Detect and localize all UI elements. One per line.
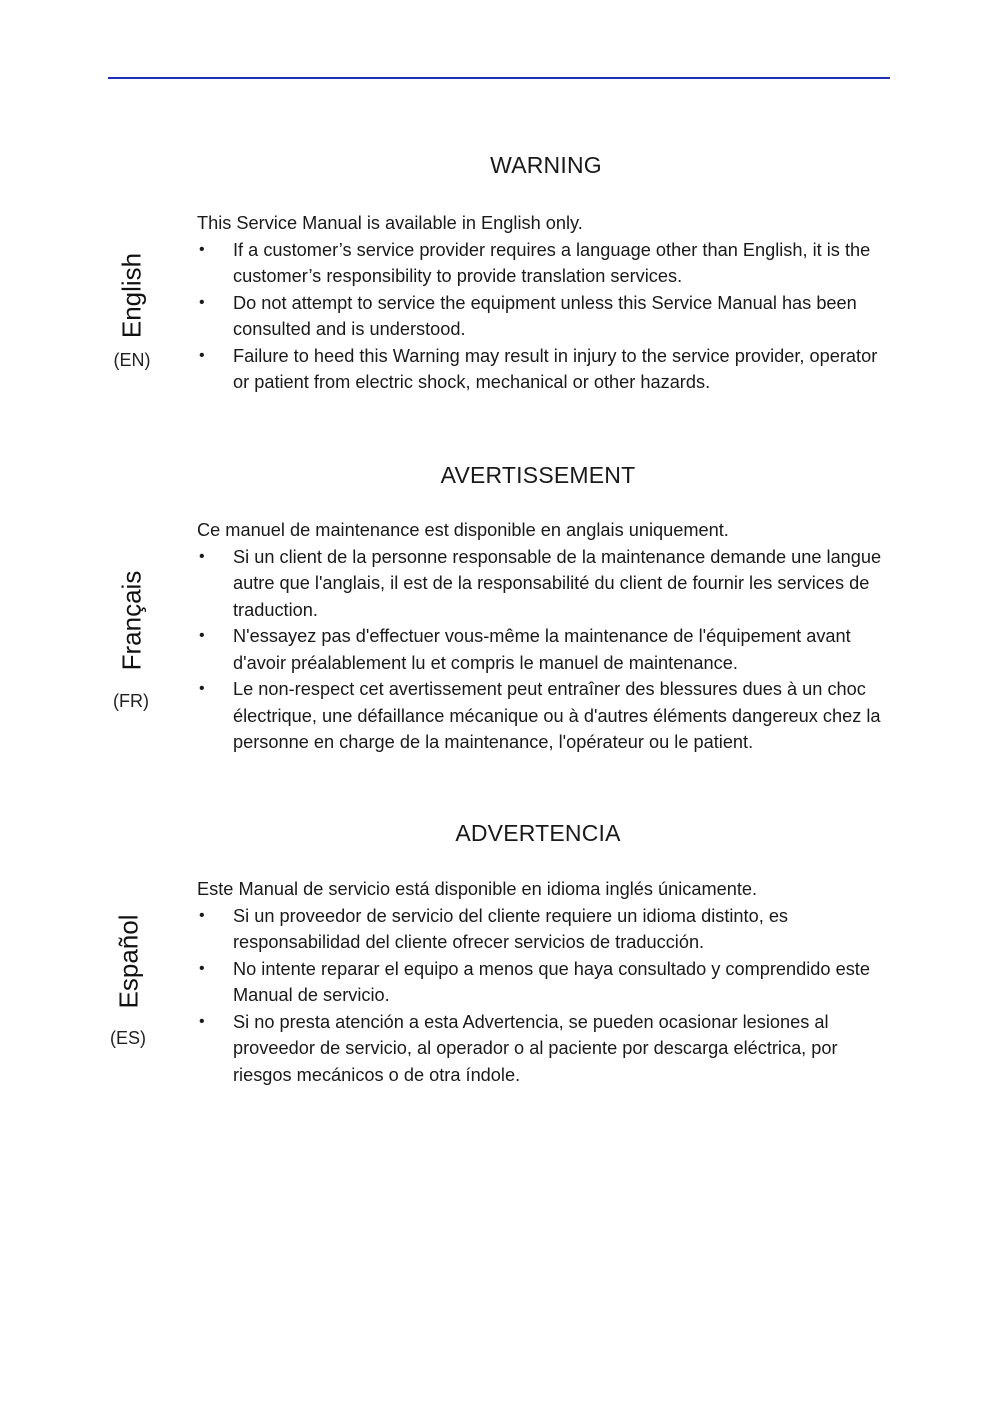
language-code: (ES) — [110, 1028, 146, 1048]
intro-text: Este Manual de servicio está disponible en idioma inglés únicamente. — [197, 879, 758, 899]
list-item — [197, 544, 887, 624]
header-rule — [108, 77, 890, 79]
list-item-text: Do not attempt to service the equipment unless this Service Manual has been consulted and is understood. — [233, 292, 857, 339]
bullet-icon: • — [199, 293, 205, 311]
language-label-vertical: English — [116, 252, 147, 339]
list-item-text: Si no presta atención a esta Advertencia, se pueden ocasionar lesiones al proveedor de servicio, al operador o al paciente por descarga eléctrica, por riesgos mecánicos o de otra índole. — [233, 1011, 838, 1085]
bullet-icon: • — [199, 627, 205, 644]
intro-text: This Service Manual is available in English only. — [197, 213, 583, 233]
list-item-text: N'essayez pas d'effectuer vous-même la maintenance de l'équipement avant d'avoir préalablement lu et compris le manuel de maintenance. — [233, 626, 851, 673]
bullet-icon: • — [199, 240, 205, 258]
section-body — [197, 517, 887, 756]
bullet-list — [197, 903, 887, 1089]
language-code: (EN) — [113, 350, 151, 370]
list-item — [197, 676, 887, 756]
list-item — [197, 290, 887, 343]
bullet-icon: • — [199, 680, 205, 697]
list-item-text: No intente reparar el equipo a menos que haya consultado y comprendido este Manual de servicio. — [233, 958, 870, 1005]
bullet-icon: • — [199, 346, 205, 364]
list-item-text: Failure to heed this Warning may result in injury to the service provider, operator or patient from electric shock, mechanical or other hazards. — [233, 345, 878, 392]
list-item — [197, 343, 887, 396]
section-body — [197, 210, 887, 396]
language-code: (FR) — [113, 691, 149, 711]
intro-text: Ce manuel de maintenance est disponible en anglais uniquement. — [197, 520, 729, 540]
section-heading: AVERTISSEMENT — [440, 462, 636, 488]
bullet-icon: • — [199, 906, 205, 924]
list-item — [197, 903, 887, 956]
section-heading: WARNING — [490, 152, 602, 178]
list-item — [197, 1009, 887, 1089]
list-item-text: Si un client de la personne responsable de la maintenance demande une langue autre que l'anglais, il est de la responsabilité du client de fournir les services de traduction. — [233, 546, 882, 620]
list-item-text: Si un proveedor de servicio del cliente requiere un idioma distinto, es responsabilidad del cliente ofrecer servicios de traducción. — [233, 905, 789, 952]
list-item — [197, 237, 887, 290]
bullet-icon: • — [199, 1012, 205, 1030]
bullet-icon: • — [199, 959, 205, 977]
language-label-vertical: Español — [113, 914, 144, 1009]
bullet-list — [197, 544, 887, 756]
list-item-text: Le non-respect cet avertissement peut entraîner des blessures dues à un choc électrique, une défaillance mécanique ou à d'autres éléments dangereux chez la personne en charge de la maintenance, l'opérateur ou le patient. — [233, 679, 881, 752]
list-item-text: If a customer’s service provider requires a language other than English, it is the customer’s responsibility to provide translation services. — [233, 239, 871, 286]
bullet-list — [197, 237, 887, 396]
section-heading: ADVERTENCIA — [455, 820, 621, 846]
section-body — [197, 876, 887, 1088]
bullet-icon: • — [199, 547, 205, 565]
language-label-vertical: Français — [116, 570, 147, 671]
list-item — [197, 623, 887, 676]
list-item — [197, 956, 887, 1009]
